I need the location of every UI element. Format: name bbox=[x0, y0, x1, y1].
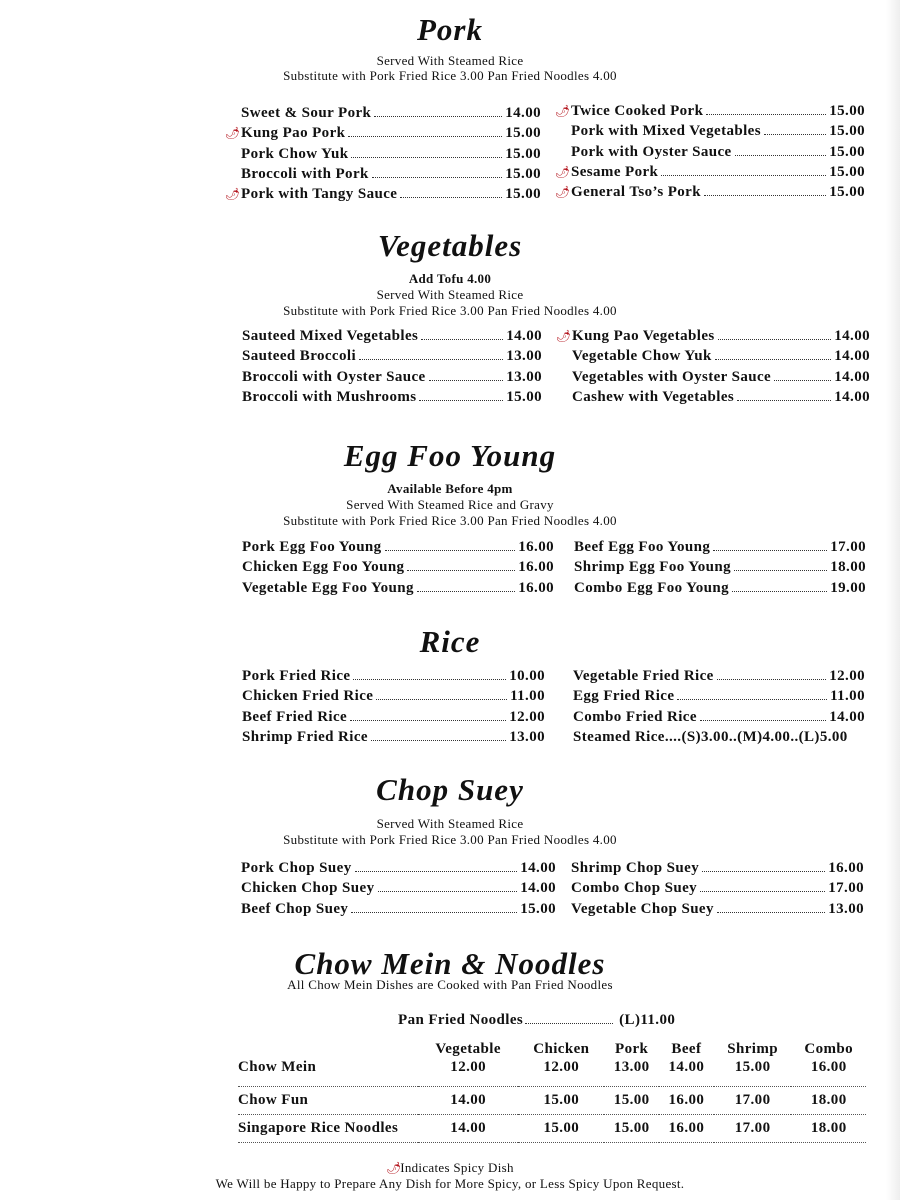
menu-item-name: Broccoli with Pork bbox=[241, 165, 369, 182]
menu-item-name: General Tso’s Pork bbox=[571, 184, 701, 201]
menu-item bbox=[225, 186, 541, 206]
menu-item-price: 10.00 bbox=[509, 668, 545, 684]
egg-foo-young-right-column bbox=[574, 539, 866, 600]
menu-item-price: 14.00 bbox=[520, 880, 556, 897]
menu-item-price: 14.00 bbox=[834, 368, 870, 385]
menu-item bbox=[574, 580, 866, 600]
menu-item-name: Pork with Oyster Sauce bbox=[571, 143, 732, 160]
menu-item bbox=[241, 146, 541, 166]
chop-suey-note-1: Served With Steamed Rice bbox=[376, 816, 524, 831]
section-title-pork: Pork bbox=[417, 12, 483, 47]
menu-item bbox=[241, 860, 556, 880]
leader-dots bbox=[359, 358, 503, 360]
menu-item-price: 13.00 bbox=[506, 348, 542, 365]
menu-item bbox=[571, 144, 865, 164]
menu-item bbox=[572, 389, 870, 409]
chili-pepper-icon: 🌶 bbox=[555, 185, 571, 200]
menu-item-name: Egg Fried Rice bbox=[573, 688, 675, 705]
menu-item-price: 15.00 bbox=[505, 165, 541, 182]
menu-item bbox=[574, 559, 866, 579]
leader-dots bbox=[764, 133, 826, 135]
menu-item bbox=[241, 105, 541, 125]
menu-item bbox=[571, 901, 864, 921]
menu-item-name: Beef Egg Foo Young bbox=[574, 539, 711, 555]
leader-dots bbox=[713, 549, 827, 551]
menu-item-name: Beef Chop Suey bbox=[241, 900, 349, 917]
menu-item-price: 15.00 bbox=[505, 186, 541, 203]
menu-item-name: Sauteed Broccoli bbox=[242, 348, 357, 365]
section-title-chop-suey: Chop Suey bbox=[376, 772, 524, 807]
menu-item-price: 15.00 bbox=[829, 123, 865, 140]
steamed-rice-item: Steamed Rice....(S)3.00..(M)4.00..(L)5.00 bbox=[573, 728, 848, 745]
menu-item bbox=[242, 539, 554, 559]
leader-dots bbox=[706, 113, 826, 115]
menu-item-price: 15.00 bbox=[829, 103, 865, 119]
menu-item-name: Vegetables with Oyster Sauce bbox=[572, 368, 772, 385]
menu-item-price: 12.00 bbox=[829, 668, 865, 684]
menu-item-name: Sauteed Mixed Vegetables bbox=[242, 328, 419, 344]
menu-item-name: Shrimp Chop Suey bbox=[571, 860, 700, 876]
menu-item bbox=[555, 163, 865, 184]
leader-dots bbox=[350, 719, 506, 721]
leader-dots bbox=[774, 379, 831, 381]
menu-item-price: 14.00 bbox=[520, 860, 556, 876]
leader-dots bbox=[371, 739, 506, 741]
leader-dots bbox=[525, 1023, 613, 1024]
menu-item-name: Pork with Mixed Vegetables bbox=[571, 123, 761, 140]
menu-item-price: 16.00 bbox=[518, 579, 554, 596]
col-chicken: Chicken bbox=[533, 1041, 590, 1057]
rice-left-column bbox=[242, 668, 545, 749]
noodles-price-table bbox=[238, 1040, 866, 1143]
chili-pepper-icon: 🌶 bbox=[386, 1161, 402, 1175]
menu-item-name: Broccoli with Mushrooms bbox=[242, 388, 417, 405]
vegetables-right-column bbox=[556, 328, 870, 409]
leader-dots bbox=[734, 569, 827, 571]
chili-pepper-icon: 🌶 bbox=[555, 164, 571, 179]
menu-item-name: Beef Fried Rice bbox=[242, 708, 348, 725]
menu-item-price: 11.00 bbox=[830, 688, 865, 705]
vegetables-bold-note: Add Tofu 4.00 bbox=[408, 271, 492, 286]
leader-dots bbox=[353, 678, 506, 680]
leader-dots bbox=[355, 870, 518, 872]
col-shrimp: Shrimp bbox=[727, 1041, 778, 1057]
request-note: We Will be Happy to Prepare Any Dish for More Spicy, or Less Spicy Upon Request. bbox=[215, 1176, 685, 1191]
menu-item bbox=[242, 389, 542, 409]
vegetables-left-column bbox=[242, 328, 542, 409]
leader-dots bbox=[407, 569, 515, 571]
menu-item-price: 14.00 bbox=[506, 328, 542, 344]
menu-item-price: 13.00 bbox=[509, 728, 545, 745]
leader-dots bbox=[348, 135, 502, 137]
vegetables-note-1: Served With Steamed Rice bbox=[376, 287, 524, 302]
leader-dots bbox=[351, 911, 517, 913]
leader-dots bbox=[737, 399, 831, 401]
menu-item bbox=[572, 348, 870, 368]
menu-item-price: 14.00 bbox=[829, 708, 865, 725]
menu-item bbox=[242, 688, 545, 708]
menu-item-price: 16.00 bbox=[518, 559, 554, 576]
menu-item-price: 15.00 bbox=[506, 388, 542, 405]
leader-dots bbox=[419, 399, 503, 401]
vegetables-note-2: Substitute with Pork Fried Rice 3.00 Pan Fried Noodles 4.00 bbox=[283, 303, 617, 318]
chili-pepper-icon: 🌶 bbox=[225, 126, 241, 141]
egg-foo-young-note-2: Substitute with Pork Fried Rice 3.00 Pan Fried Noodles 4.00 bbox=[283, 513, 617, 528]
menu-item bbox=[571, 860, 864, 880]
menu-item-price: 19.00 bbox=[830, 579, 866, 596]
menu-item bbox=[571, 123, 865, 143]
chop-suey-left-column bbox=[241, 860, 556, 921]
menu-item-name: Combo Chop Suey bbox=[571, 880, 698, 897]
menu-item-name: Cashew with Vegetables bbox=[572, 388, 735, 405]
pork-right-column bbox=[555, 103, 865, 204]
table-row: Chow Mein 12.00 12.00 13.00 14.00 15.00 16.00 bbox=[238, 1059, 866, 1087]
leader-dots bbox=[702, 870, 825, 872]
menu-item bbox=[242, 559, 554, 579]
chop-suey-right-column bbox=[571, 860, 864, 921]
menu-item-name: Twice Cooked Pork bbox=[571, 103, 704, 119]
menu-item-price: 15.00 bbox=[829, 143, 865, 160]
menu-item-price: 12.00 bbox=[509, 708, 545, 725]
leader-dots bbox=[715, 358, 832, 360]
col-pork: Pork bbox=[615, 1041, 649, 1057]
egg-foo-young-bold-note: Available Before 4pm bbox=[387, 481, 513, 496]
chow-mein-note: All Chow Mein Dishes are Cooked with Pan Fried Noodles bbox=[287, 977, 613, 992]
menu-item-name: Kung Pao Vegetables bbox=[572, 328, 715, 344]
chili-pepper-icon: 🌶 bbox=[555, 104, 571, 118]
leader-dots bbox=[378, 890, 518, 892]
leader-dots bbox=[732, 590, 827, 592]
menu-item-price: 14.00 bbox=[505, 105, 541, 121]
leader-dots bbox=[351, 156, 502, 158]
menu-item bbox=[241, 880, 556, 900]
menu-item bbox=[572, 369, 870, 389]
col-beef: Beef bbox=[671, 1041, 702, 1057]
menu-item-price: 15.00 bbox=[505, 145, 541, 162]
rice-right-column bbox=[573, 668, 865, 749]
menu-item bbox=[574, 539, 866, 559]
col-combo: Combo bbox=[804, 1041, 854, 1057]
section-title-rice: Rice bbox=[419, 624, 481, 659]
leader-dots bbox=[735, 154, 827, 156]
col-vegetable: Vegetable bbox=[435, 1041, 501, 1057]
leader-dots bbox=[700, 719, 826, 721]
menu-item bbox=[242, 348, 542, 368]
table-row: Chow Fun 14.00 15.00 15.00 16.00 17.00 18.00 bbox=[238, 1087, 866, 1115]
menu-item-name: Chicken Fried Rice bbox=[242, 688, 374, 705]
leader-dots bbox=[718, 338, 832, 340]
leader-dots bbox=[385, 549, 516, 551]
leader-dots bbox=[417, 590, 515, 592]
section-title-vegetables: Vegetables bbox=[377, 228, 523, 263]
noodles-header-row bbox=[238, 1040, 866, 1059]
chili-pepper-icon: 🌶 bbox=[225, 187, 241, 202]
menu-item-price: 15.00 bbox=[829, 184, 865, 201]
menu-item-price: 16.00 bbox=[518, 539, 554, 555]
chop-suey-note-2: Substitute with Pork Fried Rice 3.00 Pan Fried Noodles 4.00 bbox=[283, 832, 617, 847]
menu-item-name: Shrimp Fried Rice bbox=[242, 728, 368, 745]
menu-item-name: Sweet & Sour Pork bbox=[241, 105, 372, 121]
menu-item-price: 18.00 bbox=[830, 559, 866, 576]
menu-item bbox=[555, 184, 865, 204]
pan-fried-noodles-item: Pan Fried Noodles (L)11.00 bbox=[398, 1012, 676, 1028]
menu-item-name: Pork Egg Foo Young bbox=[242, 539, 382, 555]
egg-foo-young-note-1: Served With Steamed Rice and Gravy bbox=[346, 497, 554, 512]
pork-note-1: Served With Steamed Rice bbox=[376, 53, 524, 68]
menu-item-name: Vegetable Chow Yuk bbox=[572, 348, 712, 365]
menu-item bbox=[555, 103, 865, 123]
menu-item-name: Combo Egg Foo Young bbox=[574, 579, 729, 596]
menu-item-price: 17.00 bbox=[830, 539, 866, 555]
menu-item-name: Vegetable Fried Rice bbox=[573, 668, 714, 684]
leader-dots bbox=[717, 911, 825, 913]
leader-dots bbox=[661, 174, 826, 176]
menu-item bbox=[242, 580, 554, 600]
menu-item-price: 15.00 bbox=[505, 125, 541, 142]
menu-item-price: 17.00 bbox=[828, 880, 864, 897]
menu-item-name: Chicken Egg Foo Young bbox=[242, 559, 405, 576]
menu-item-name: Shrimp Egg Foo Young bbox=[574, 559, 732, 576]
leader-dots bbox=[400, 196, 502, 198]
menu-item bbox=[225, 125, 541, 145]
egg-foo-young-left-column bbox=[242, 539, 554, 600]
menu-item bbox=[573, 668, 865, 688]
menu-item-name: Pork Chow Yuk bbox=[241, 145, 349, 162]
leader-dots bbox=[704, 194, 826, 196]
menu-item bbox=[242, 668, 545, 688]
menu-item-name: Pork with Tangy Sauce bbox=[241, 186, 398, 203]
menu-item bbox=[571, 880, 864, 900]
chili-pepper-icon: 🌶 bbox=[556, 329, 572, 343]
menu-item-price: 13.00 bbox=[506, 368, 542, 385]
menu-item-name: Sesame Pork bbox=[571, 163, 659, 180]
leader-dots bbox=[677, 698, 827, 700]
table-row: Singapore Rice Noodles 14.00 15.00 15.00 16.00 17.00 18.00 bbox=[238, 1115, 866, 1143]
leader-dots bbox=[421, 338, 503, 340]
menu-item bbox=[241, 901, 556, 921]
menu-item-name: Vegetable Egg Foo Young bbox=[242, 579, 414, 596]
menu-item bbox=[242, 729, 545, 749]
spicy-legend: 🌶Indicates Spicy Dish bbox=[386, 1160, 514, 1175]
menu-item-price: 14.00 bbox=[834, 348, 870, 365]
menu-item bbox=[573, 709, 865, 729]
menu-item bbox=[242, 328, 542, 348]
menu-item-name: Broccoli with Oyster Sauce bbox=[242, 368, 426, 385]
menu-item-price: 14.00 bbox=[834, 328, 870, 344]
leader-dots bbox=[717, 678, 827, 680]
menu-item-price: 11.00 bbox=[510, 688, 545, 705]
leader-dots bbox=[700, 890, 825, 892]
leader-dots bbox=[372, 176, 503, 178]
menu-item-name: Kung Pao Pork bbox=[241, 125, 346, 142]
leader-dots bbox=[429, 379, 504, 381]
menu-item-name: Chicken Chop Suey bbox=[241, 880, 375, 897]
menu-item-price: 16.00 bbox=[828, 860, 864, 876]
menu-item-name: Pork Fried Rice bbox=[242, 668, 351, 684]
menu-item-name: Vegetable Chop Suey bbox=[571, 900, 714, 917]
menu-item-price: 13.00 bbox=[828, 900, 864, 917]
leader-dots bbox=[376, 698, 507, 700]
menu-item-price: 15.00 bbox=[829, 163, 865, 180]
section-title-egg-foo-young: Egg Foo Young bbox=[343, 438, 557, 473]
menu-item bbox=[242, 709, 545, 729]
menu-item-name: Combo Fried Rice bbox=[573, 708, 697, 725]
menu-item-name: Pork Chop Suey bbox=[241, 860, 352, 876]
section-title-chow-mein: Chow Mein & Noodles bbox=[294, 946, 606, 981]
menu-item-price: 14.00 bbox=[834, 388, 870, 405]
page-edge-shadow bbox=[886, 0, 900, 1200]
pork-left-column bbox=[225, 105, 541, 206]
menu-item-price: 15.00 bbox=[520, 900, 556, 917]
menu-item bbox=[573, 688, 865, 708]
menu-item bbox=[241, 166, 541, 186]
leader-dots bbox=[374, 115, 502, 117]
pork-note-2: Substitute with Pork Fried Rice 3.00 Pan Fried Noodles 4.00 bbox=[283, 68, 617, 83]
menu-item bbox=[242, 369, 542, 389]
menu-item bbox=[556, 328, 870, 348]
